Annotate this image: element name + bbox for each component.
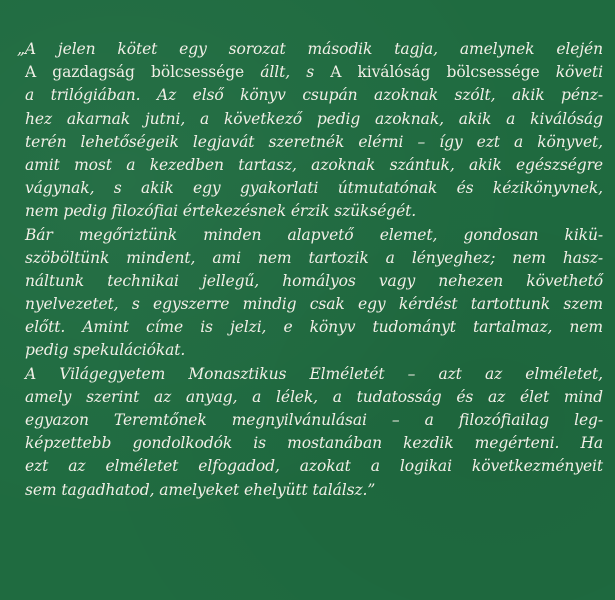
blurb-text: előtt. Amint címe is jelzi, e könyv tudományt tartalmaz, nem: [25, 318, 603, 337]
book-title-text: A kiválóság bölcsessége: [330, 63, 540, 82]
blurb-line: [0, 61, 615, 84]
blurb-line: [0, 293, 615, 316]
blurb-line: [0, 479, 615, 502]
blurb-text: nyelvezetet, s egyszerre mindig csak egy kérdést tartottunk szem: [25, 295, 603, 314]
blurb-paragraph: [0, 38, 615, 224]
blurb-text: állt, s: [244, 63, 331, 82]
blurb-line: [0, 363, 615, 386]
blurb-text: A Világegyetem Monasztikus Elméletét – azt az elméletet,: [25, 364, 603, 383]
blurb-line: [0, 247, 615, 270]
blurb-text: Bár megőriztünk minden alapvető elemet, gondosan kikü-: [25, 225, 603, 244]
blurb-line: [0, 386, 615, 409]
blurb-text: hez akarnak jutni, a következő pedig azoknak, akik a kiválóság: [25, 109, 603, 128]
blurb-line: [0, 270, 615, 293]
blurb-text: a trilógiában. Az első könyv csupán azoknak szólt, akik pénz-: [25, 86, 603, 105]
blurb-line: [0, 339, 615, 362]
blurb-paragraph: [0, 224, 615, 363]
blurb-line: [0, 224, 615, 247]
blurb-text: terén lehetőségeik legjavát szeretnék elérni – így ezt a könyvet,: [25, 132, 603, 151]
blurb-text: amit most a kezedben tartasz, azoknak szántuk, akik egészségre: [25, 155, 603, 174]
blurb-line: [0, 84, 615, 107]
blurb-line: [0, 455, 615, 478]
blurb-text: nem pedig filozófiai értekezésnek érzik szükségét.: [25, 202, 417, 221]
blurb-text: amely szerint az anyag, a lélek, a tudatosság és az élet mind: [25, 387, 603, 406]
blurb-line: [0, 432, 615, 455]
blurb-text: pedig spekulációkat.: [25, 341, 186, 360]
blurb-text: szöböltünk mindent, ami nem tartozik a lényeghez; nem hasz-: [25, 248, 603, 267]
back-cover-blurb: [0, 38, 615, 502]
book-title-text: A gazdagság bölcsessége: [25, 63, 245, 82]
blurb-text: követi: [539, 63, 603, 82]
blurb-paragraph: [0, 363, 615, 502]
blurb-text: sem tagadhatod, amelyeket ehelyütt találsz.”: [25, 480, 376, 499]
blurb-text: vágynak, s akik egy gyakorlati útmutatónak és kézikönyvnek,: [25, 179, 603, 198]
blurb-line: [0, 177, 615, 200]
blurb-text: képzettebb gondolkodók is mostanában kezdik megérteni. Ha: [25, 434, 603, 453]
blurb-line: [0, 38, 615, 61]
blurb-line: [0, 316, 615, 339]
blurb-text: egyazon Teremtőnek megnyilvánulásai – a filozófiailag leg-: [25, 411, 603, 429]
blurb-line: [0, 154, 615, 177]
blurb-line: [0, 409, 615, 432]
blurb-text: ezt az elméletet elfogadod, azokat a logikai következményeit: [25, 457, 603, 476]
blurb-text: náltunk technikai jellegű, homályos vagy nehezen követhető: [25, 271, 603, 290]
blurb-text: „A jelen kötet egy sorozat második tagja, amelynek elején: [17, 40, 603, 58]
blurb-line: [0, 108, 615, 131]
blurb-line: [0, 131, 615, 154]
blurb-line: [0, 200, 615, 223]
